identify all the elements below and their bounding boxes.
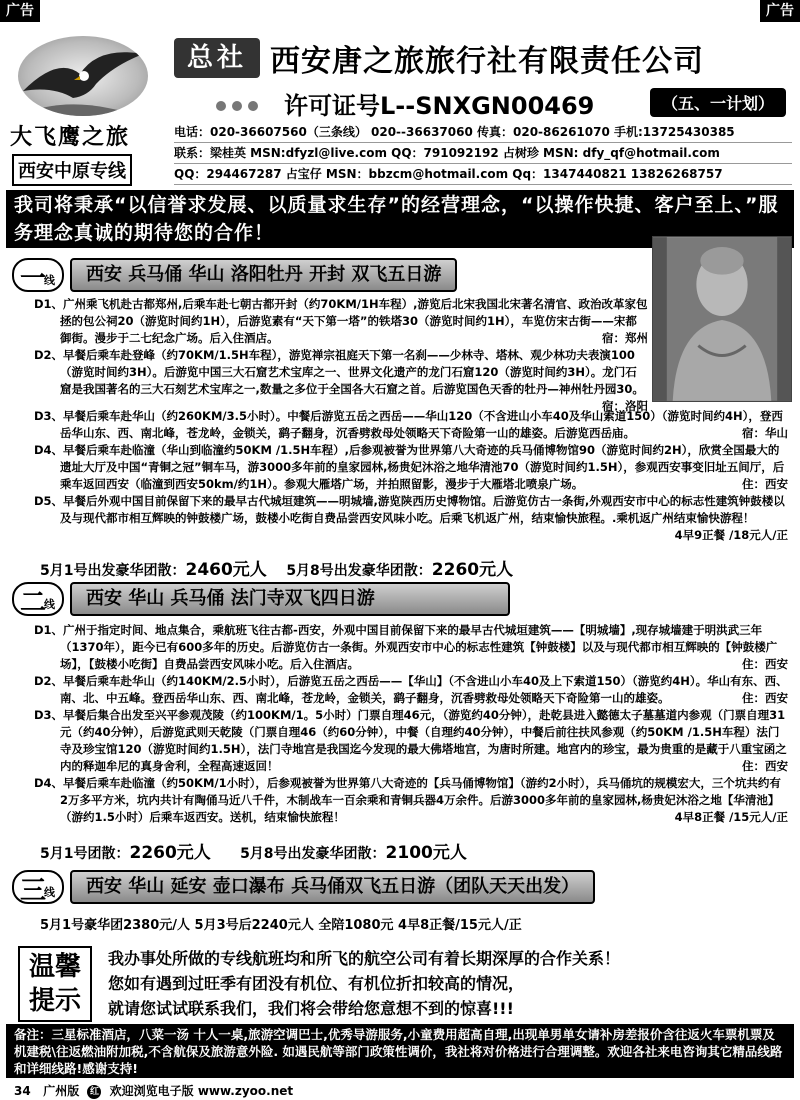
itinerary-day: D4、早餐后乘车赴临潼（约50KM/1小时），后参观被誉为世界第八大奇迹的【兵马俑博物馆】（游约2小时），兵马俑坑的规模宏大，三个坑共约有2万多平方米，坑内共计有陶俑马近八千件，木制战车一百余乘和青铜兵器4万余件。后游3000多年前的皇家园林,杨贵妃沐浴之地【华清池】（游约1.5小时）后乘车返西安。送机，结束愉快旅程！ 4早8正餐 /15元人/正	[34, 776, 788, 824]
route-3-header	[12, 870, 712, 904]
contact-line: QQ：294467287 占宝仔 MSN：bbzcm@hotmail.com Qq：1347440821 13826268757	[174, 164, 792, 185]
buddha-statue-photo	[652, 236, 792, 402]
route-2-itinerary	[8, 622, 788, 826]
tips-section	[18, 946, 788, 1022]
route-number-badge	[12, 582, 64, 616]
itinerary-day: D3、早餐后乘车赴华山（约260KM/3.5小时）。中餐后游览五岳之西岳——华山120（不含进山小车40及华山索道150）（游览时间约4H），登西岳华山东、西、南北峰，苍龙岭，金锁关，鹞子翻身，沉香劈救母处领略天下奇险第一山的雄姿。后游览西岳庙。 宿：华山	[34, 409, 788, 440]
route-1-header	[12, 258, 632, 292]
slogan-banner: 我司将秉承“以信誉求发展、以质量求生存”的经营理念，“以操作快捷、客户至上、”服务理念真诚的期待您的合作！	[6, 190, 794, 248]
license-number: 许可证号L--SNXGN00469	[284, 92, 595, 120]
route-number: 三	[20, 876, 47, 906]
brand-subtitle: 西安中原专线	[12, 154, 132, 186]
itinerary-day: D2、早餐后乘车赴华山（约140KM/2.5小时），后游览五岳之西岳——【华山】（不含进山小车40及上下索道150）（游览约4H）。华山有东、西、南、北、中五峰。登西岳华山东、西、南北峰，苍龙岭，金锁关，鹞子翻身，沉香劈救母处领略天下奇险第一山的雄姿。 住：西安	[34, 674, 788, 705]
contact-info	[174, 122, 792, 185]
contact-line: 电话：020-36607560（三条线） 020--36637060 传真：020-86261070 手机:13725430385	[174, 122, 792, 143]
license-tag: （五、一计划）	[650, 88, 786, 117]
header	[6, 28, 794, 186]
route-number-badge	[12, 870, 64, 904]
edition: 广州版	[43, 1084, 80, 1098]
route-1-itinerary-cont	[8, 408, 788, 544]
route-2-title: 西安 华山 兵马俑 法门寺双飞四日游	[70, 582, 510, 616]
company-row	[174, 34, 794, 82]
ad-label-left: 广告	[0, 0, 40, 22]
route-number-badge	[12, 258, 64, 292]
route-1-prices: 5月1号出发豪华团散：2460元人 5月8号出发豪华团散：2260元人	[40, 560, 514, 580]
company-name: 西安唐之旅旅行社有限责任公司	[270, 44, 704, 79]
route-1-itinerary	[8, 296, 648, 415]
brand-name: 大飞鹰之旅	[10, 124, 131, 150]
tips-text: 我办事处所做的专线航班均和所飞的航空公司有着长期深厚的合作关系！ 您如有遇到过旺季有团没有机位、有机位折扣较高的情况， 就请您试试联系我们，我们将会带给您意想不到的惊喜!!!	[108, 949, 621, 1018]
note-banner: 备注：三星标准酒店，八菜一汤 十人一桌,旅游空调巴士,优秀导游服务,小童费用超高自理,出现单男单女请补房差报价含往返火车票机票及机建税\往返燃油附加税,不含航保及旅游意外险. 如遇民航等部门政策性调价，我社将对价格进行合理调整。欢迎各社来电咨询其它精品线路和详细线路!感谢支持!	[6, 1024, 794, 1078]
website-link[interactable]: 欢迎浏览电子版 www.zyoo.net	[109, 1084, 294, 1098]
brand-logo	[6, 28, 166, 186]
itinerary-day: D1、广州乘飞机赴古都郑州,后乘车赴七朝古都开封（约70KM/1H车程）,游览后北宋我国北宋著名清官、政治改革家包拯的包公祠20（游览时间约1H），后游览素有“天下第一塔”的铁塔30（游览时间约1H），车览仿宋古街——宋都御街。漫步于二七纪念广场。后入住酒店。 宿：郑州	[34, 297, 648, 345]
license-row	[174, 86, 794, 120]
hq-badge: 总社	[174, 38, 260, 78]
itinerary-day: D2、早餐后乘车赴登峰（约70KM/1.5H车程），游览禅宗祖庭天下第一名刹——少林寺、塔林、观少林功夫表演100（游览时间约3H）。后游览中国三大石窟艺术宝库之一、世界文化遗产的龙门石窟120（游览时间约3H）。龙门石窟是我国著名的三大石刻艺术宝库之一,数量之多位于全国各大石窟之首。后游览国色天香的牡丹—神州牡丹园30。 宿：洛阳	[34, 348, 648, 413]
itinerary-day: D5、早餐后外观中国目前保留下来的最早古代城垣建筑——明城墙,游览陕西历史博物馆。后游览仿古一条街,外观西安市中心的标志性建筑钟鼓楼以及与现代都市相互辉映的钟鼓楼广场，鼓楼小吃街自费品尝西安风味小吃。后乘飞机返广州，结束愉快旅程。.乘机返广州结束愉快游程！ 4早9正餐 /18元人/正	[34, 494, 788, 542]
itinerary-day: D4、早餐后乘车赴临潼（华山到临潼约50KM /1.5H车程）,后参观被誉为世界第八大奇迹的兵马俑博物馆90（游览时间约2H），欣赏全国最大的遗址大厅及中国“青铜之冠”铜车马，游3000多年前的皇家园林,杨贵妃沐浴之地华清池70（游览时间约1.5H），参观西安事变旧址五间厅，后乘车返回西安（临潼到西安50km/约1H）。参观大雁塔广场，并拍照留影，漫步于大雁塔北喷泉广场。 住：西安	[34, 443, 788, 491]
route-suffix: 线	[44, 598, 55, 611]
ad-label-right: 广告	[760, 0, 800, 22]
tips-label: 温馨 提示	[18, 946, 92, 1022]
decorative-dots	[216, 96, 264, 115]
footer	[14, 1082, 293, 1099]
route-2-header	[12, 582, 632, 616]
route-suffix: 线	[44, 274, 55, 287]
publication-logo-icon: 红	[87, 1085, 101, 1099]
eagle-image	[18, 36, 148, 116]
page-number: 34	[14, 1084, 31, 1098]
itinerary-day: D3、早餐后集合出发至兴平参观茂陵（约100KM/1。5小时）门票自理46元，（游览约40分钟），赴乾县进入懿德太子墓墓道内参观（门票自理31元（约40分钟），后游览武则天乾陵（门票自理46（约60分钟），中餐（自理约40分钟），中餐后前往扶风参观（约50KM /1.5H车程）法门寺及珍宝馆120（游览时间约1.5H），法门寺地宫是我国迄今发现的最大佛塔地宫，为唐时所建。地宫内的珍宝，最为贵重的是藏于八重宝函之内的释迦牟尼的真身舍利，全程高速返回！ 住：西安	[34, 708, 788, 773]
itinerary-day: D1、广州于指定时间、地点集合，乘航班飞往古都-西安，外观中国目前保留下来的最早古代城垣建筑——【明城墙】,现存城墙建于明洪武三年（1370年），距今已有600多年的历史。后游览仿古一条街。外观西安市中心的标志性建筑【钟鼓楼】以及与现代都市相互辉映的【钟鼓楼广场】，【鼓楼小吃街】自费品尝西安风味小吃。后入住酒店。 住：西安	[34, 623, 788, 671]
route-3-title: 西安 华山 延安 壶口瀑布 兵马俑双飞五日游（团队天天出发）	[70, 870, 595, 904]
route-1-title: 西安 兵马俑 华山 洛阳牡丹 开封 双飞五日游	[70, 258, 457, 292]
contact-line: 联系：梁桂英 MSN:dfyzl@live.com QQ：791092192 占树珍 MSN: dfy_qf@hotmail.com	[174, 143, 792, 164]
route-suffix: 线	[44, 886, 55, 899]
route-number: 一	[20, 264, 47, 294]
route-3-prices: 5月1号豪华团2380元/人 5月3号后2240元人 全陪1080元 4早8正餐/15元人/正	[40, 918, 522, 933]
route-number: 二	[20, 588, 47, 618]
route-2-prices: 5月1号团散：2260元人 5月8号出发豪华团散：2100元人	[40, 843, 467, 863]
